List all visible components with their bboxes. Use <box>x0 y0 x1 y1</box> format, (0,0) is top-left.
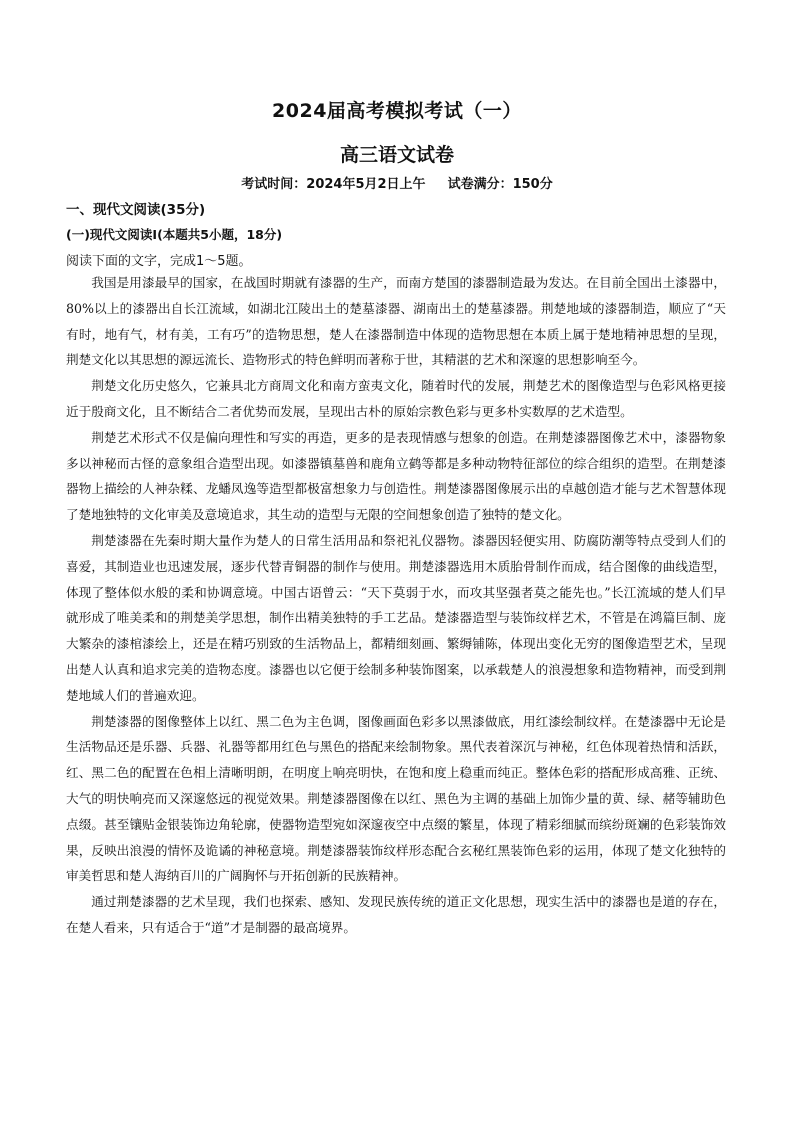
exam-title: 2024届高考模拟考试（一） <box>272 100 522 122</box>
full-score: 试卷满分：150分 <box>447 177 553 192</box>
exam-meta <box>0 173 794 192</box>
sub-section-heading: (一)现代文阅读Ⅰ(本题共5小题，18分) <box>66 227 283 242</box>
passage-paragraph: 我国是用漆最早的国家，在战国时期就有漆器的生产，而南方楚国的漆器制造最为发达。在目前全国出土漆器中，80%以上的漆器出自长江流域，如湖北江陵出土的楚墓漆器、湖南出土的楚墓漆器。荆楚地域的漆器制造，顺应了“天有时，地有气，材有美，工有巧”的造物思想，楚人在漆器制造中体现的造物思想在本质上属于楚地精神思想的呈现，荆楚文化以其思想的源远流长、造物形式的特色鲜明而著称于世，其精湛的艺术和深邃的思想影响至今。 <box>66 275 726 368</box>
reading-instruction: 阅读下面的文字，完成1～5题。 <box>66 254 252 269</box>
passage-paragraph: 荆楚文化历史悠久，它兼具北方商周文化和南方蛮夷文化，随着时代的发展，荆楚艺术的图像造型与色彩风格更接近于殷商文化，且不断结合二者优势而发展，呈现出古朴的原始宗教色彩与更多朴实数厚的艺术造型。 <box>66 378 726 419</box>
passage-paragraph: 荆楚漆器在先秦时期大量作为楚人的日常生活用品和祭祀礼仪器物。漆器因轻便实用、防腐防潮等特点受到人们的喜爱，其制造业也迅速发展，逐步代替青铜器的制作与使用。荆楚漆器选用木质胎骨制作而成，结合图像的曲线造型，体现了整体似水般的柔和协调意境。中国古语曾云：“天下莫弱于水，而攻其坚强者莫之能先也。”长江流域的楚人们早就形成了唯美柔和的荆楚美学思想，制作出精美独特的手工艺品。楚漆器造型与装饰纹样艺术，不管是在鸿篇巨制、庞大繁杂的漆棺漆绘上，还是在精巧别致的生活物品上，都精细刻画、繁缛铺陈，体现出变化无穷的图像造型艺术，呈现出楚人认真和追求完美的造物态度。漆器也以它便于绘制多种装饰图案，以承载楚人的浪漫想象和造物精神，而受到荆楚地域人们的普遍欢迎。 <box>66 532 726 703</box>
passage-body <box>66 270 726 941</box>
passage-paragraph: 荆楚艺术形式不仅是偏向理性和写实的再造，更多的是表现情感与想象的创造。在荆楚漆器图像艺术中，漆器物象多以神秘而古怪的意象组合造型出现。如漆器镇墓兽和鹿角立鹤等都是多种动物特征部位的综合组织的造型。在荆楚漆器物上描绘的人神杂糅、龙蟠凤逸等造型都极富想象力与创造性。荆楚漆器图像展示出的卓越创造才能与艺术智慧体现了楚地独特的文化审美及意境追求，其生动的造型与无限的空间想象创造了独特的楚文化。 <box>66 429 726 523</box>
exam-time: 考试时间：2024年5月2日上午 <box>241 177 426 192</box>
passage-paragraph: 荆楚漆器的图像整体上以红、黑二色为主色调，图像画面色彩多以黑漆做底，用红漆绘制纹样。在楚漆器中无论是生活物品还是乐器、兵器、礼器等都用红色与黑色的搭配来绘制物象。黑代表着深沉与神秘，红色体现着热情和活跃，红、黑二色的配置在色相上清晰明朗，在明度上响亮明快，在饱和度上稳重而纯正。整体色彩的搭配形成高雅、正统、大气的明快响亮而又深邃悠远的视觉效果。荆楚漆器图像在以红、黑色为主调的基础上加饰少量的黄、绿、赭等辅助色点缀。甚至镶贴金银装饰边角轮廓，使器物造型宛如深邃夜空中点缀的繁星，体现了精彩细腻而缤纷斑斓的色彩装饰效果，反映出浪漫的情怀及诡谲的神秘意境。荆楚漆器装饰纹样形态配合玄秘红黑装饰色彩的运用，体现了楚文化独特的审美哲思和楚人海纳百川的广阔胸怀与开拓创新的民族精神。 <box>66 713 726 884</box>
section-heading: 一、现代文阅读(35分) <box>66 202 206 218</box>
passage-paragraph: 通过荆楚漆器的艺术呈现，我们也探索、感知、发现民族传统的道正文化思想，现实生活中的漆器也是道的存在，在楚人看来，只有适合于“道”才是制器的最高境界。 <box>66 894 726 935</box>
exam-subtitle: 高三语文试卷 <box>339 144 454 166</box>
